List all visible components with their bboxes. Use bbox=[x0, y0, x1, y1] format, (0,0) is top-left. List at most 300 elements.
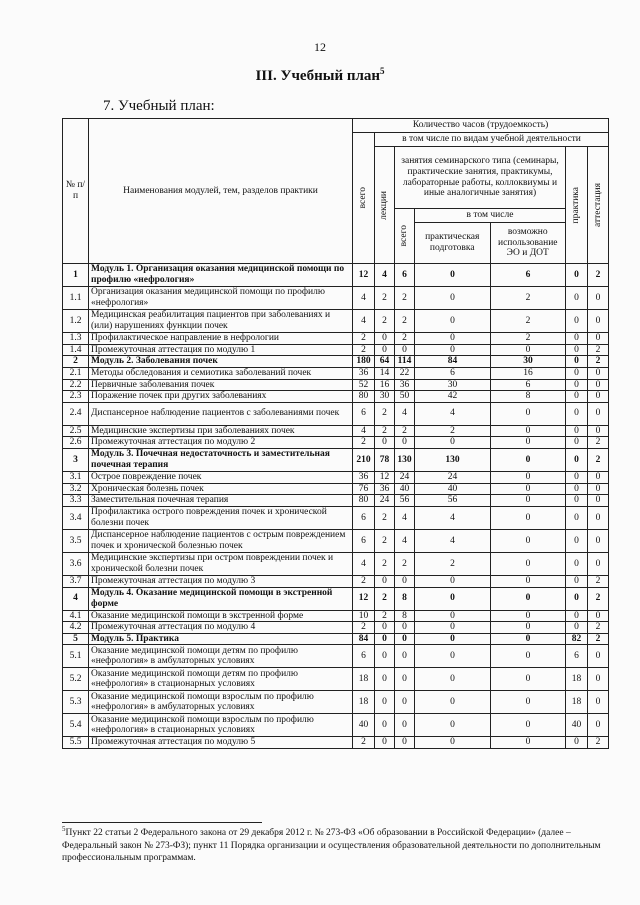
cell-pp: 42 bbox=[415, 391, 491, 403]
cell-total: 36 bbox=[353, 367, 375, 379]
cell-sem: 2 bbox=[395, 287, 415, 310]
row-name: Модуль 2. Заболевания почек bbox=[89, 356, 353, 368]
row-number: 4.2 bbox=[63, 622, 89, 634]
row-number: 1.4 bbox=[63, 344, 89, 356]
row-name: Модуль 3. Почечная недостаточность и заместительная почечная терапия bbox=[89, 449, 353, 472]
cell-pp: 56 bbox=[415, 495, 491, 507]
cell-total: 2 bbox=[353, 622, 375, 634]
cell-lec: 0 bbox=[375, 633, 395, 645]
table-row bbox=[63, 610, 609, 622]
cell-sem: 8 bbox=[395, 587, 415, 610]
cell-total: 18 bbox=[353, 691, 375, 714]
header-lectures bbox=[375, 147, 395, 264]
cell-att: 0 bbox=[588, 668, 609, 691]
cell-pr: 0 bbox=[566, 391, 588, 403]
cell-lec: 0 bbox=[375, 668, 395, 691]
row-name: Диспансерное наблюдение пациентов с острым повреждением почек и хронической болезнью почек bbox=[89, 529, 353, 552]
cell-total: 6 bbox=[353, 402, 375, 425]
row-number: 3.2 bbox=[63, 483, 89, 495]
cell-pr: 0 bbox=[566, 575, 588, 587]
header-name: Наименования модулей, тем, разделов практики bbox=[89, 119, 353, 264]
cell-pp: 0 bbox=[415, 737, 491, 749]
row-number: 2.6 bbox=[63, 437, 89, 449]
cell-pp: 30 bbox=[415, 379, 491, 391]
cell-pp: 0 bbox=[415, 344, 491, 356]
cell-pr: 0 bbox=[566, 529, 588, 552]
cell-sem: 50 bbox=[395, 391, 415, 403]
cell-pr: 40 bbox=[566, 714, 588, 737]
row-name: Оказание медицинской помощи в экстренной форме bbox=[89, 610, 353, 622]
cell-total: 80 bbox=[353, 495, 375, 507]
cell-eo: 6 bbox=[491, 264, 566, 287]
row-name: Хроническая болезнь почек bbox=[89, 483, 353, 495]
cell-lec: 0 bbox=[375, 714, 395, 737]
cell-lec: 2 bbox=[375, 402, 395, 425]
cell-pp: 0 bbox=[415, 587, 491, 610]
cell-att: 2 bbox=[588, 587, 609, 610]
cell-eo: 0 bbox=[491, 425, 566, 437]
row-number: 4 bbox=[63, 587, 89, 610]
row-name: Промежуточная аттестация по модулю 1 bbox=[89, 344, 353, 356]
table-row bbox=[63, 391, 609, 403]
row-name: Промежуточная аттестация по модулю 2 bbox=[89, 437, 353, 449]
cell-pp: 0 bbox=[415, 437, 491, 449]
row-name: Оказание медицинской помощи детям по профилю «нефрология» в стационарных условиях bbox=[89, 668, 353, 691]
table-row bbox=[63, 737, 609, 749]
row-number: 3.5 bbox=[63, 529, 89, 552]
cell-eo: 0 bbox=[491, 552, 566, 575]
page-number: 12 bbox=[314, 40, 326, 54]
table-row bbox=[63, 633, 609, 645]
cell-att: 0 bbox=[588, 495, 609, 507]
row-number: 5.4 bbox=[63, 714, 89, 737]
row-number: 3.4 bbox=[63, 506, 89, 529]
cell-pp: 0 bbox=[415, 645, 491, 668]
row-number: 5 bbox=[63, 633, 89, 645]
cell-sem: 40 bbox=[395, 483, 415, 495]
cell-att: 2 bbox=[588, 633, 609, 645]
cell-lec: 4 bbox=[375, 264, 395, 287]
header-incl: в том числе bbox=[415, 209, 565, 223]
cell-pr: 0 bbox=[566, 356, 588, 368]
table-row bbox=[63, 622, 609, 634]
cell-eo: 0 bbox=[491, 529, 566, 552]
row-name: Оказание медицинской помощи взрослым по профилю «нефрология» в стационарных условиях bbox=[89, 714, 353, 737]
table-row bbox=[63, 472, 609, 484]
cell-lec: 36 bbox=[375, 483, 395, 495]
cell-pr: 0 bbox=[566, 437, 588, 449]
row-number: 3 bbox=[63, 449, 89, 472]
cell-eo: 2 bbox=[491, 287, 566, 310]
cell-total: 210 bbox=[353, 449, 375, 472]
cell-eo: 0 bbox=[491, 483, 566, 495]
cell-sem: 114 bbox=[395, 356, 415, 368]
row-number: 5.2 bbox=[63, 668, 89, 691]
cell-att: 0 bbox=[588, 610, 609, 622]
cell-total: 12 bbox=[353, 587, 375, 610]
table-row bbox=[63, 287, 609, 310]
row-name: Профилактическое направление в нефрологии bbox=[89, 333, 353, 345]
cell-pp: 0 bbox=[415, 633, 491, 645]
cell-lec: 0 bbox=[375, 737, 395, 749]
cell-pp: 40 bbox=[415, 483, 491, 495]
cell-att: 2 bbox=[588, 449, 609, 472]
footnote-ref: 5 bbox=[380, 66, 385, 76]
footnote-marker: 5 bbox=[62, 825, 66, 833]
table-row bbox=[63, 552, 609, 575]
header-incl-group bbox=[415, 209, 566, 264]
row-name: Промежуточная аттестация по модулю 3 bbox=[89, 575, 353, 587]
row-number: 4.1 bbox=[63, 610, 89, 622]
row-name: Поражение почек при других заболеваниях bbox=[89, 391, 353, 403]
header-seminar: занятия семинарского типа (семинары, практические занятия, практикумы, лабораторные работы, коллоквиумы и иные аналогичные занятия) bbox=[395, 147, 566, 209]
cell-sem: 0 bbox=[395, 633, 415, 645]
cell-sem: 130 bbox=[395, 449, 415, 472]
cell-pr: 0 bbox=[566, 610, 588, 622]
cell-att: 0 bbox=[588, 714, 609, 737]
cell-sem: 0 bbox=[395, 737, 415, 749]
row-name: Профилактика острого повреждения почек и хронической болезни почек bbox=[89, 506, 353, 529]
cell-total: 76 bbox=[353, 483, 375, 495]
table-row bbox=[63, 379, 609, 391]
cell-eo: 16 bbox=[491, 367, 566, 379]
table-row bbox=[63, 483, 609, 495]
cell-lec: 64 bbox=[375, 356, 395, 368]
table-row bbox=[63, 264, 609, 287]
cell-eo: 2 bbox=[491, 310, 566, 333]
cell-pr: 0 bbox=[566, 552, 588, 575]
header-practice bbox=[566, 147, 588, 264]
table-row bbox=[63, 668, 609, 691]
cell-pr: 0 bbox=[566, 472, 588, 484]
cell-att: 2 bbox=[588, 264, 609, 287]
cell-eo: 0 bbox=[491, 645, 566, 668]
row-name: Оказание медицинской помощи взрослым по профилю «нефрология» в амбулаторных условиях bbox=[89, 691, 353, 714]
cell-total: 4 bbox=[353, 425, 375, 437]
cell-pr: 18 bbox=[566, 691, 588, 714]
cell-lec: 0 bbox=[375, 645, 395, 668]
cell-sem: 4 bbox=[395, 402, 415, 425]
cell-pr: 0 bbox=[566, 379, 588, 391]
cell-pr: 0 bbox=[566, 333, 588, 345]
cell-att: 0 bbox=[588, 333, 609, 345]
cell-pp: 4 bbox=[415, 529, 491, 552]
cell-total: 2 bbox=[353, 737, 375, 749]
header-attestation-text: аттестация bbox=[592, 183, 603, 227]
cell-total: 2 bbox=[353, 333, 375, 345]
header-sem-total bbox=[395, 209, 415, 264]
cell-sem: 0 bbox=[395, 575, 415, 587]
cell-lec: 78 bbox=[375, 449, 395, 472]
footnote bbox=[62, 825, 612, 864]
cell-lec: 12 bbox=[375, 472, 395, 484]
cell-total: 180 bbox=[353, 356, 375, 368]
cell-lec: 2 bbox=[375, 506, 395, 529]
cell-att: 0 bbox=[588, 483, 609, 495]
table-row bbox=[63, 587, 609, 610]
row-name: Методы обследования и семиотика заболеваний почек bbox=[89, 367, 353, 379]
header-num: № п/п bbox=[63, 119, 89, 264]
row-name: Оказание медицинской помощи детям по профилю «нефрология» в амбулаторных условиях bbox=[89, 645, 353, 668]
cell-sem: 24 bbox=[395, 472, 415, 484]
row-name: Промежуточная аттестация по модулю 4 bbox=[89, 622, 353, 634]
cell-total: 10 bbox=[353, 610, 375, 622]
row-number: 1.1 bbox=[63, 287, 89, 310]
table-row bbox=[63, 575, 609, 587]
cell-total: 84 bbox=[353, 633, 375, 645]
cell-pp: 130 bbox=[415, 449, 491, 472]
cell-sem: 0 bbox=[395, 622, 415, 634]
cell-pr: 0 bbox=[566, 737, 588, 749]
cell-pr: 0 bbox=[566, 587, 588, 610]
cell-pp: 2 bbox=[415, 552, 491, 575]
row-name: Острое повреждение почек bbox=[89, 472, 353, 484]
cell-sem: 2 bbox=[395, 310, 415, 333]
header-practical-training: практическая подготовка bbox=[415, 223, 491, 263]
cell-eo: 6 bbox=[491, 379, 566, 391]
cell-pp: 2 bbox=[415, 425, 491, 437]
cell-eo: 0 bbox=[491, 495, 566, 507]
cell-pr: 82 bbox=[566, 633, 588, 645]
cell-eo: 2 bbox=[491, 333, 566, 345]
cell-pr: 0 bbox=[566, 506, 588, 529]
cell-att: 0 bbox=[588, 391, 609, 403]
cell-sem: 2 bbox=[395, 333, 415, 345]
cell-lec: 2 bbox=[375, 529, 395, 552]
cell-eo: 30 bbox=[491, 356, 566, 368]
cell-lec: 0 bbox=[375, 691, 395, 714]
row-name: Заместительная почечная терапия bbox=[89, 495, 353, 507]
cell-pr: 0 bbox=[566, 367, 588, 379]
cell-total: 6 bbox=[353, 529, 375, 552]
cell-att: 0 bbox=[588, 379, 609, 391]
cell-sem: 8 bbox=[395, 610, 415, 622]
row-name: Модуль 4. Оказание медицинской помощи в экстренной форме bbox=[89, 587, 353, 610]
footnote-rule bbox=[62, 822, 262, 823]
row-number: 2.3 bbox=[63, 391, 89, 403]
cell-sem: 36 bbox=[395, 379, 415, 391]
cell-eo: 0 bbox=[491, 402, 566, 425]
cell-eo: 0 bbox=[491, 575, 566, 587]
cell-att: 0 bbox=[588, 287, 609, 310]
cell-sem: 0 bbox=[395, 344, 415, 356]
cell-lec: 30 bbox=[375, 391, 395, 403]
header-total bbox=[353, 133, 375, 264]
header-attestation bbox=[588, 147, 609, 264]
row-name: Медицинские экспертизы при остром повреждении почек и хронической болезни почек bbox=[89, 552, 353, 575]
cell-lec: 2 bbox=[375, 610, 395, 622]
table-row bbox=[63, 529, 609, 552]
row-number: 3.7 bbox=[63, 575, 89, 587]
row-number: 2.4 bbox=[63, 402, 89, 425]
cell-pp: 0 bbox=[415, 333, 491, 345]
cell-sem: 0 bbox=[395, 691, 415, 714]
header-sem-total-text: всего bbox=[399, 225, 410, 247]
table-row bbox=[63, 425, 609, 437]
cell-pr: 0 bbox=[566, 264, 588, 287]
row-name: Модуль 5. Практика bbox=[89, 633, 353, 645]
table-row bbox=[63, 449, 609, 472]
cell-sem: 56 bbox=[395, 495, 415, 507]
header-lectures-text: лекции bbox=[379, 190, 390, 220]
row-number: 1 bbox=[63, 264, 89, 287]
cell-att: 2 bbox=[588, 344, 609, 356]
cell-eo: 0 bbox=[491, 437, 566, 449]
cell-total: 2 bbox=[353, 437, 375, 449]
table-row bbox=[63, 714, 609, 737]
cell-total: 4 bbox=[353, 287, 375, 310]
cell-sem: 2 bbox=[395, 552, 415, 575]
cell-pr: 0 bbox=[566, 344, 588, 356]
cell-eo: 0 bbox=[491, 714, 566, 737]
cell-total: 36 bbox=[353, 472, 375, 484]
cell-sem: 4 bbox=[395, 506, 415, 529]
header-hours: Количество часов (трудоемкость) bbox=[353, 119, 609, 133]
row-number: 1.3 bbox=[63, 333, 89, 345]
cell-lec: 2 bbox=[375, 287, 395, 310]
cell-total: 4 bbox=[353, 310, 375, 333]
cell-att: 0 bbox=[588, 367, 609, 379]
row-name: Медицинская реабилитация пациентов при заболеваниях и (или) нарушениях функции почек bbox=[89, 310, 353, 333]
row-number: 2.2 bbox=[63, 379, 89, 391]
row-name: Первичные заболевания почек bbox=[89, 379, 353, 391]
cell-pr: 0 bbox=[566, 310, 588, 333]
cell-pp: 0 bbox=[415, 575, 491, 587]
cell-pp: 24 bbox=[415, 472, 491, 484]
cell-lec: 2 bbox=[375, 310, 395, 333]
cell-lec: 24 bbox=[375, 495, 395, 507]
cell-total: 40 bbox=[353, 714, 375, 737]
row-number: 5.5 bbox=[63, 737, 89, 749]
cell-total: 12 bbox=[353, 264, 375, 287]
row-number: 3.3 bbox=[63, 495, 89, 507]
table-row bbox=[63, 645, 609, 668]
cell-eo: 0 bbox=[491, 691, 566, 714]
table-header bbox=[63, 119, 609, 264]
row-name: Диспансерное наблюдение пациентов с заболеваниями почек bbox=[89, 402, 353, 425]
row-number: 1.2 bbox=[63, 310, 89, 333]
cell-lec: 0 bbox=[375, 575, 395, 587]
table-row bbox=[63, 691, 609, 714]
cell-pr: 0 bbox=[566, 622, 588, 634]
cell-pp: 4 bbox=[415, 506, 491, 529]
cell-pr: 18 bbox=[566, 668, 588, 691]
cell-att: 2 bbox=[588, 437, 609, 449]
header-practice-text: практика bbox=[571, 186, 582, 224]
cell-sem: 22 bbox=[395, 367, 415, 379]
cell-lec: 0 bbox=[375, 333, 395, 345]
cell-pr: 6 bbox=[566, 645, 588, 668]
curriculum-table bbox=[62, 118, 609, 749]
cell-pr: 0 bbox=[566, 483, 588, 495]
cell-total: 80 bbox=[353, 391, 375, 403]
cell-lec: 0 bbox=[375, 344, 395, 356]
cell-pp: 0 bbox=[415, 668, 491, 691]
cell-eo: 0 bbox=[491, 610, 566, 622]
cell-lec: 14 bbox=[375, 367, 395, 379]
cell-att: 0 bbox=[588, 645, 609, 668]
row-number: 3.1 bbox=[63, 472, 89, 484]
row-name: Промежуточная аттестация по модулю 5 bbox=[89, 737, 353, 749]
cell-eo: 0 bbox=[491, 472, 566, 484]
section-title-text: III. Учебный план bbox=[255, 68, 381, 84]
table-row bbox=[63, 310, 609, 333]
cell-att: 0 bbox=[588, 402, 609, 425]
subtitle: 7. Учебный план: bbox=[103, 98, 215, 114]
cell-eo: 0 bbox=[491, 344, 566, 356]
cell-att: 0 bbox=[588, 506, 609, 529]
cell-att: 0 bbox=[588, 552, 609, 575]
cell-total: 4 bbox=[353, 552, 375, 575]
header-by-type: в том числе по видам учебной деятельности bbox=[375, 133, 609, 147]
cell-pp: 0 bbox=[415, 264, 491, 287]
row-number: 2.5 bbox=[63, 425, 89, 437]
row-number: 5.1 bbox=[63, 645, 89, 668]
cell-sem: 0 bbox=[395, 645, 415, 668]
cell-lec: 2 bbox=[375, 425, 395, 437]
cell-eo: 0 bbox=[491, 737, 566, 749]
cell-lec: 0 bbox=[375, 622, 395, 634]
cell-lec: 0 bbox=[375, 437, 395, 449]
cell-total: 52 bbox=[353, 379, 375, 391]
header-eo-dot: возможно использование ЭО и ДОТ bbox=[498, 227, 558, 259]
header-total-text: всего bbox=[358, 187, 369, 209]
cell-eo: 0 bbox=[491, 506, 566, 529]
section-title bbox=[0, 66, 640, 85]
table-row bbox=[63, 495, 609, 507]
cell-pr: 0 bbox=[566, 425, 588, 437]
cell-pr: 0 bbox=[566, 495, 588, 507]
cell-att: 0 bbox=[588, 472, 609, 484]
cell-sem: 2 bbox=[395, 425, 415, 437]
cell-sem: 0 bbox=[395, 437, 415, 449]
cell-eo: 0 bbox=[491, 587, 566, 610]
cell-pp: 0 bbox=[415, 310, 491, 333]
cell-lec: 2 bbox=[375, 587, 395, 610]
row-name: Организация оказания медицинской помощи по профилю «нефрология» bbox=[89, 287, 353, 310]
cell-total: 6 bbox=[353, 645, 375, 668]
table-body bbox=[63, 264, 609, 749]
cell-pp: 6 bbox=[415, 367, 491, 379]
cell-eo: 0 bbox=[491, 668, 566, 691]
cell-eo: 8 bbox=[491, 391, 566, 403]
row-number: 2 bbox=[63, 356, 89, 368]
row-name: Модуль 1. Организация оказания медицинской помощи по профилю «нефрология» bbox=[89, 264, 353, 287]
cell-eo: 0 bbox=[491, 449, 566, 472]
cell-total: 6 bbox=[353, 506, 375, 529]
cell-att: 2 bbox=[588, 356, 609, 368]
table-row bbox=[63, 344, 609, 356]
cell-pp: 0 bbox=[415, 610, 491, 622]
cell-pp: 4 bbox=[415, 402, 491, 425]
footnote-text: Пункт 22 статьи 2 Федерального закона от 29 декабря 2012 г. № 273-ФЗ «Об образовании в Российской Федерации» (далее – Федеральный закон № 273-ФЗ); пункт 11 Порядка организации и осуществления образовательной деятельности по дополнительным профессиональным программам. bbox=[62, 828, 601, 863]
cell-pp: 0 bbox=[415, 287, 491, 310]
cell-lec: 2 bbox=[375, 552, 395, 575]
cell-total: 2 bbox=[353, 575, 375, 587]
cell-sem: 0 bbox=[395, 668, 415, 691]
table-row bbox=[63, 437, 609, 449]
cell-att: 0 bbox=[588, 425, 609, 437]
table-row bbox=[63, 367, 609, 379]
row-number: 2.1 bbox=[63, 367, 89, 379]
cell-att: 2 bbox=[588, 575, 609, 587]
cell-pp: 84 bbox=[415, 356, 491, 368]
cell-total: 2 bbox=[353, 344, 375, 356]
cell-sem: 0 bbox=[395, 714, 415, 737]
cell-eo: 0 bbox=[491, 622, 566, 634]
table-row bbox=[63, 402, 609, 425]
cell-att: 2 bbox=[588, 737, 609, 749]
